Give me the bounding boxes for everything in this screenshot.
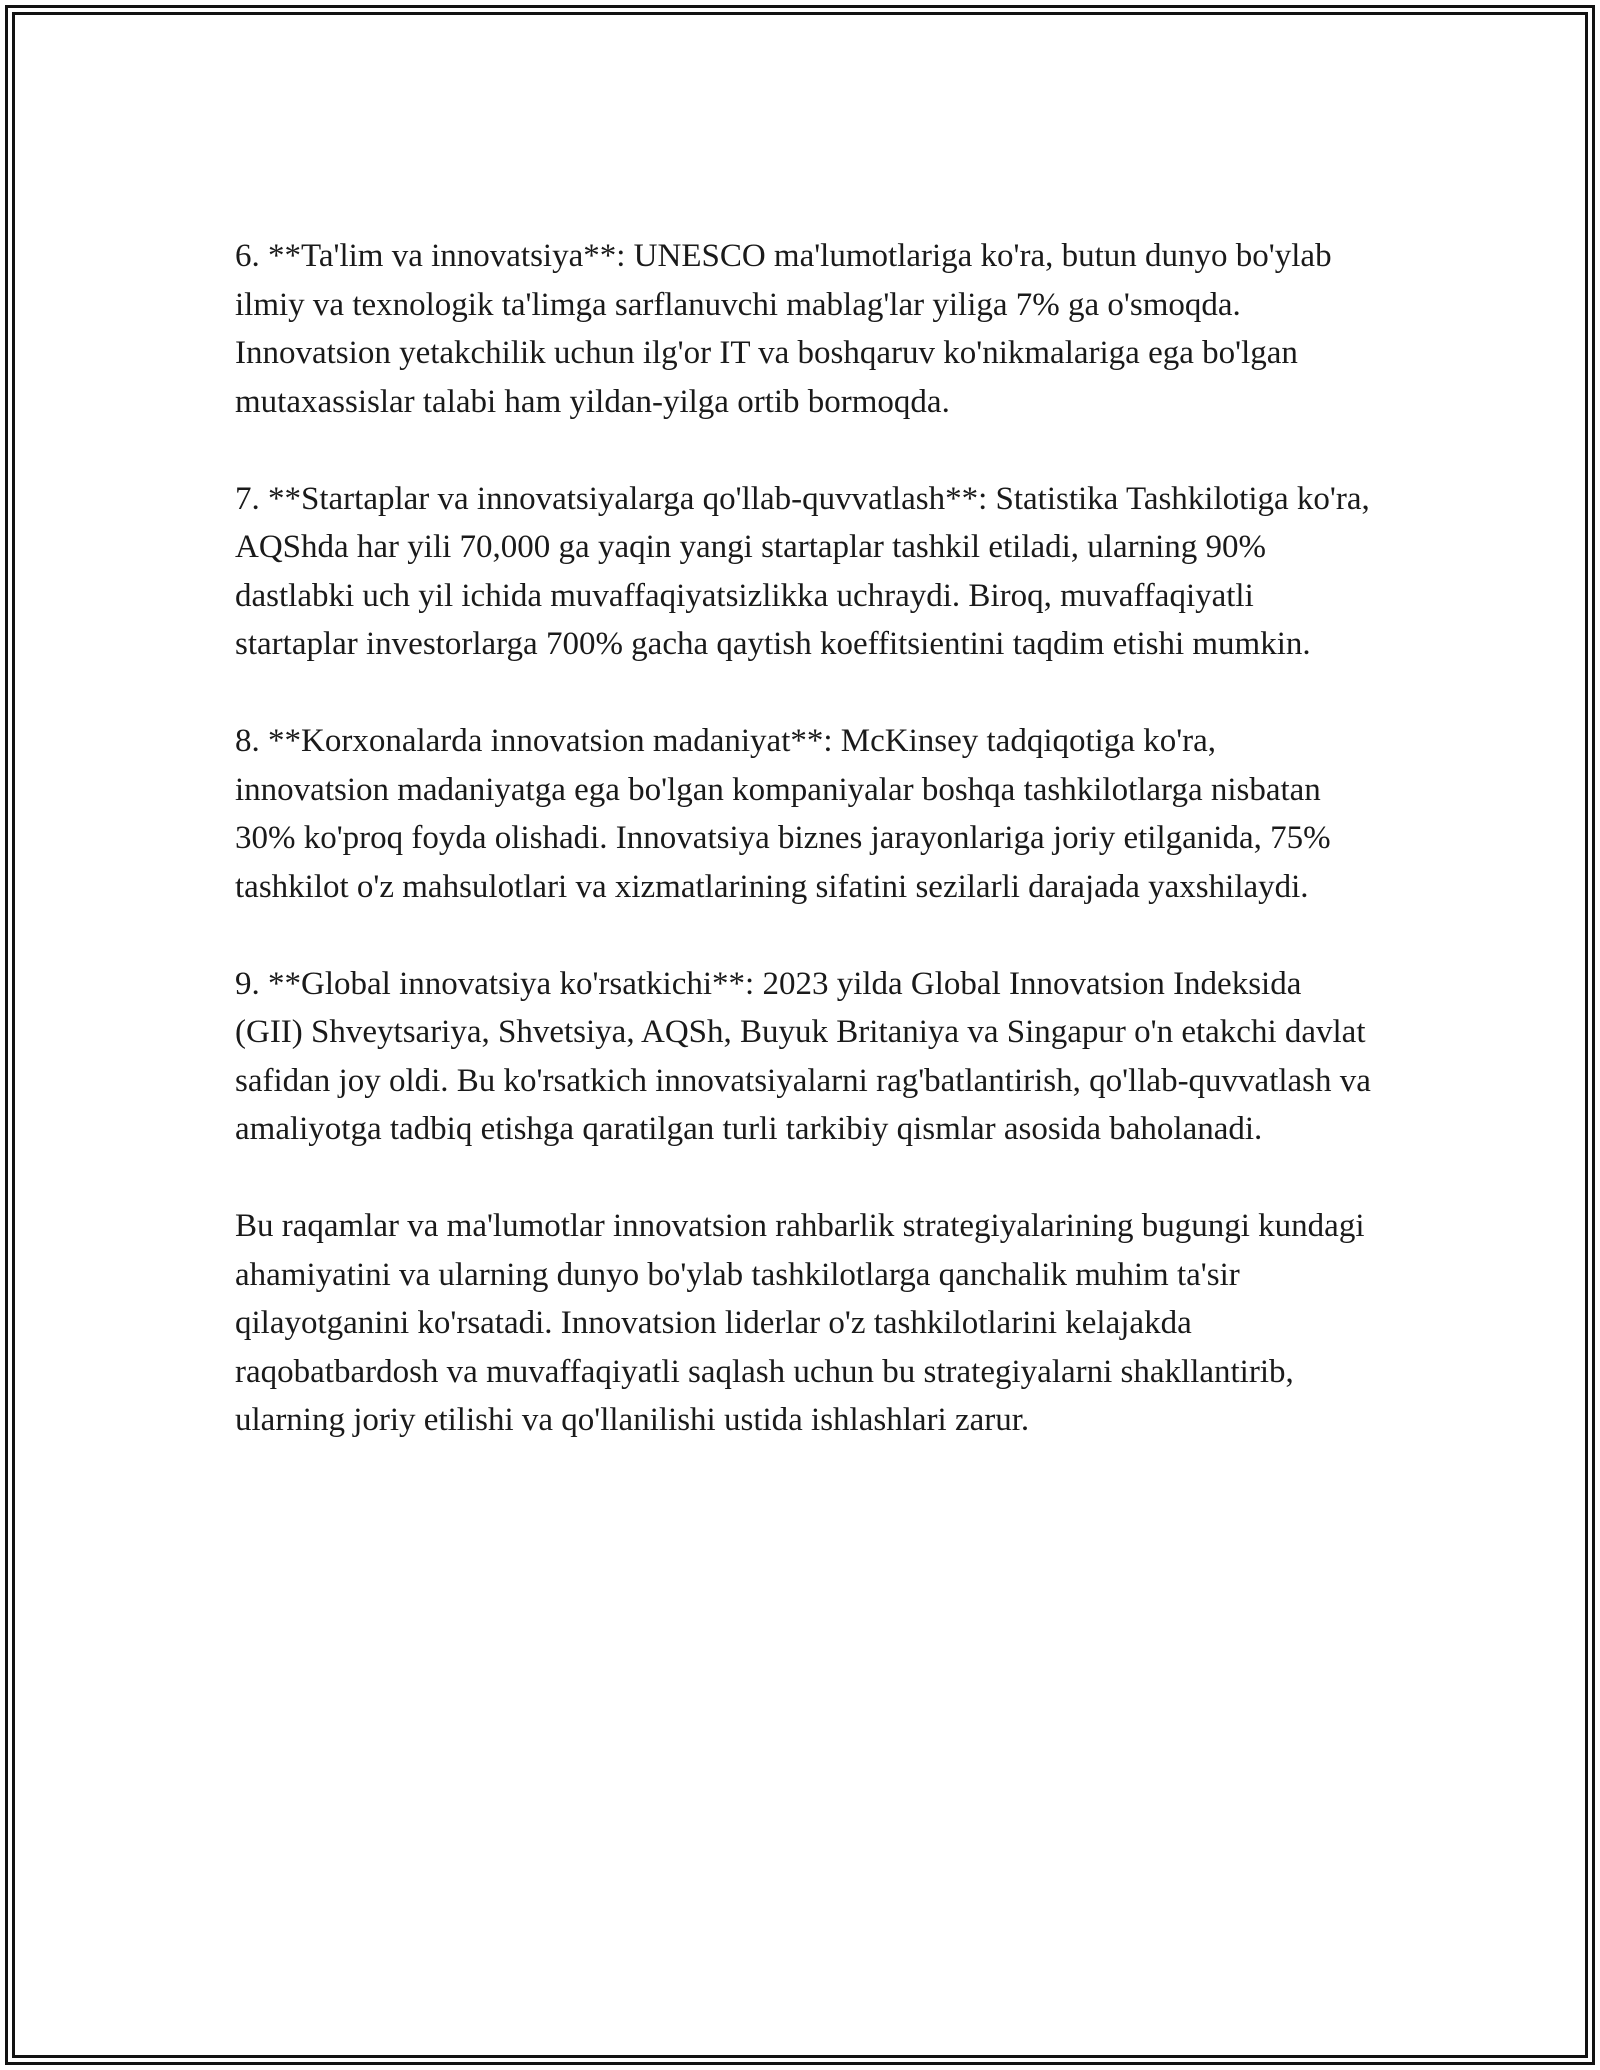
- paragraph-item-8: 8. **Korxonalarda innovatsion madaniyat**: McKinsey tadqiqotiga ko'ra, innovatsion madaniyatga ega bo'lgan kompaniyalar boshqa tashkilotlarga nisbatan 30% ko'proq foyda olishadi. Innovatsiya biznes jarayonlariga joriy etilganida, 75% tashkilot o'z mahsulotlari va xizmatlarining sifatini sezilarli darajada yaxshilaydi.: [235, 723, 1331, 905]
- document-body: [235, 232, 1375, 1445]
- paragraph-item-9: 9. **Global innovatsiya ko'rsatkichi**: 2023 yilda Global Innovatsion Indeksida (GII) Shveytsariya, Shvetsiya, AQSh, Buyuk Britaniya va Singapur o'n etakchi davlat safidan joy oldi. Bu ko'rsatkich innovatsiyalarni rag'batlantirish, qo'llab-quvvatlash va amaliyotga tadbiq etishga qaratilgan turli tarkibiy qismlar asosida baholanadi.: [235, 965, 1371, 1147]
- paragraph-item-6: 6. **Ta'lim va innovatsiya**: UNESCO ma'lumotlariga ko'ra, butun dunyo bo'ylab ilmiy va texnologik ta'limga sarflanuvchi mablag'lar yiliga 7% ga o'smoqda. Innovatsion yetakchilik uchun ilg'or IT va boshqaruv ko'nikmalariga ega bo'lgan mutaxassislar talabi ham yildan-yilga ortib bormoqda.: [235, 238, 1332, 420]
- paragraph-item-7: 7. **Startaplar va innovatsiyalarga qo'llab-quvvatlash**: Statistika Tashkilotiga ko'ra, AQShda har yili 70,000 ga yaqin yangi startaplar tashkil etiladi, ularning 90% dastlabki uch yil ichida muvaffaqiyatsizlikka uchraydi. Biroq, muvaffaqiyatli startaplar investorlarga 700% gacha qaytish koeffitsientini taqdim etishi mumkin.: [235, 480, 1370, 662]
- paragraph-conclusion: Bu raqamlar va ma'lumotlar innovatsion rahbarlik strategiyalarining bugungi kundagi ahamiyatini va ularning dunyo bo'ylab tashkilotlarga qanchalik muhim ta'sir qilayotganini ko'rsatadi. Innovatsion liderlar o'z tashkilotlarini kelajakda raqobatbardosh va muvaffaqiyatli saqlash uchun bu strategiyalarni shakllantirib, ularning joriy etilishi va qo'llanilishi ustida ishlashlari zarur.: [235, 1208, 1365, 1438]
